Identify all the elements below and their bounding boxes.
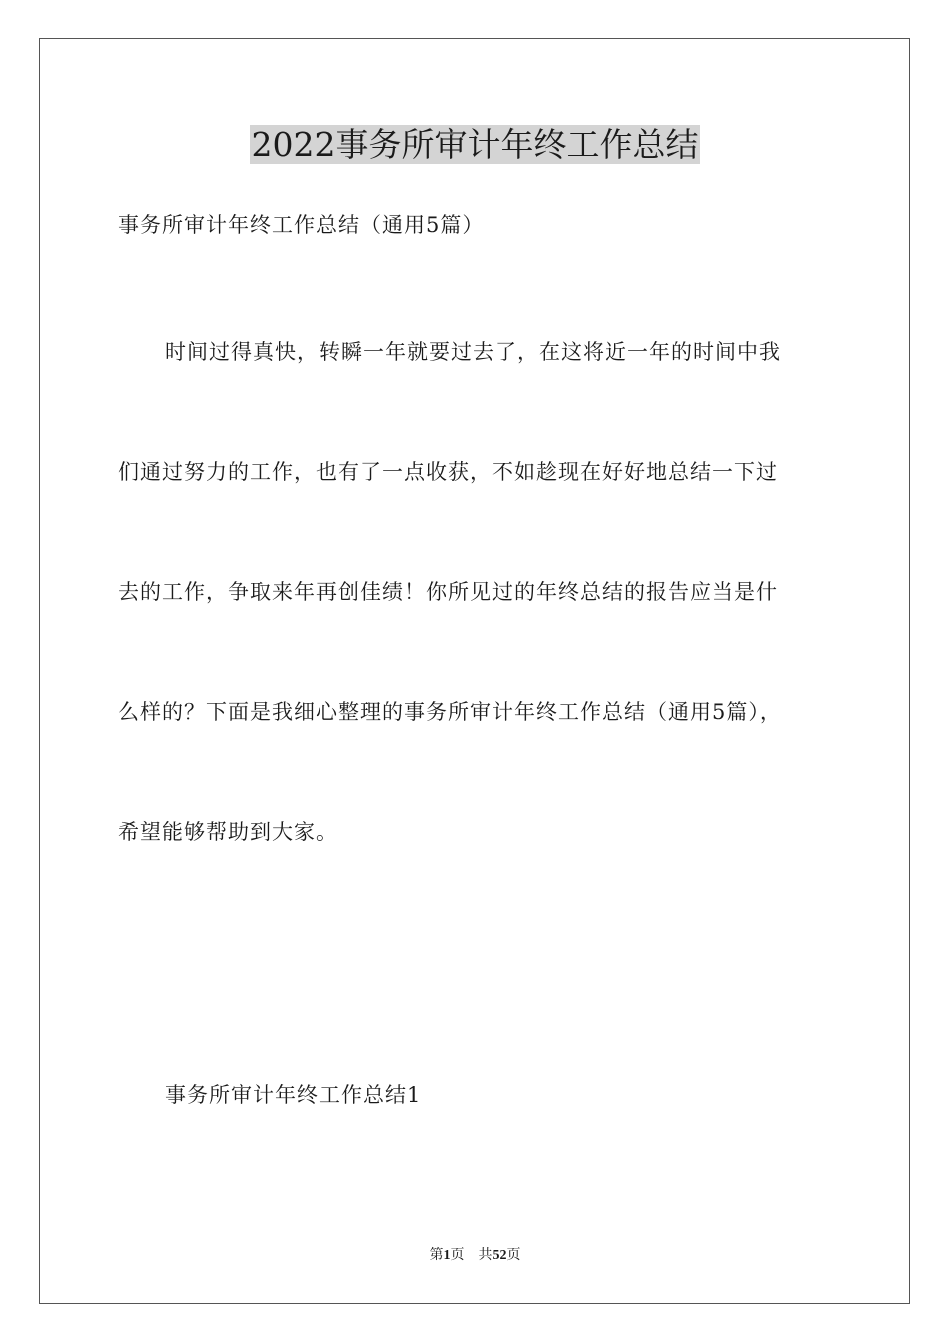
document-subtitle: 事务所审计年终工作总结（通用5篇）	[118, 213, 485, 237]
intro-line-4: 么样的？下面是我细心整理的事务所审计年终工作总结（通用5篇），	[118, 700, 782, 724]
intro-line-1: 时间过得真快，转瞬一年就要过去了，在这将近一年的时间中我	[165, 340, 781, 364]
footer-page-total: 52	[492, 1248, 507, 1263]
footer-page-prefix: 第	[429, 1248, 444, 1263]
footer-page-mid: 页 共	[450, 1248, 493, 1263]
footer-page-suffix: 页	[506, 1248, 521, 1263]
intro-line-5: 希望能够帮助到大家。	[118, 820, 338, 844]
page-number-footer	[0, 1246, 950, 1266]
document-title-text: 2022事务所审计年终工作总结	[251, 125, 699, 164]
footer-page-current: 1	[443, 1248, 451, 1263]
intro-line-2: 们通过努力的工作，也有了一点收获，不如趁现在好好地总结一下过	[118, 460, 778, 484]
intro-line-3: 去的工作，争取来年再创佳绩！你所见过的年终总结的报告应当是什	[118, 580, 778, 604]
document-title	[0, 121, 950, 169]
section-heading: 事务所审计年终工作总结1	[165, 1083, 422, 1107]
